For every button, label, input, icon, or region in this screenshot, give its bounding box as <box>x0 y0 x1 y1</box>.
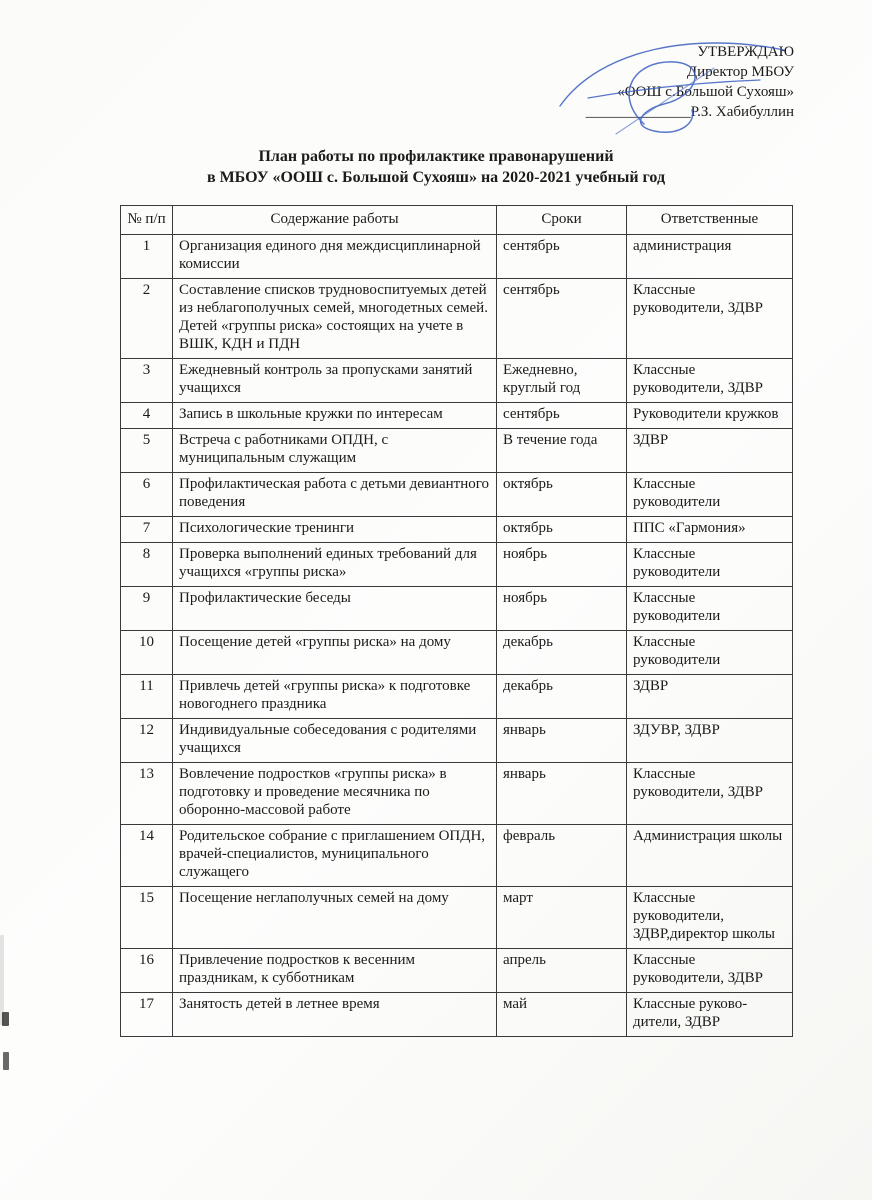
work-content: Занятость детей в летнее время <box>173 993 497 1037</box>
responsible: Руководители кружков <box>627 403 793 429</box>
responsible: Классные руководители <box>627 631 793 675</box>
work-content: Профилактическая работа с детьми девиантного поведения <box>173 473 497 517</box>
table-row <box>121 825 793 887</box>
page-title <box>0 146 872 188</box>
table-row <box>121 473 793 517</box>
term: октябрь <box>497 517 627 543</box>
scan-artifact <box>0 935 4 1025</box>
table-row <box>121 543 793 587</box>
work-content: Индивидуальные собеседования с родителями учащихся <box>173 719 497 763</box>
work-plan-table <box>120 205 793 1037</box>
title-line-1: План работы по профилактике правонарушений <box>258 148 614 165</box>
responsible: Классные руководители <box>627 587 793 631</box>
approval-line-school: «ООШ с.Большой Сухояш» <box>617 84 794 100</box>
table-row <box>121 429 793 473</box>
responsible: Классные руководители <box>627 543 793 587</box>
row-number: 16 <box>121 949 173 993</box>
table-row <box>121 949 793 993</box>
approval-line-name: ______________Р.З. Хабибуллин <box>585 104 794 120</box>
responsible: Классные руководители <box>627 473 793 517</box>
term: ноябрь <box>497 543 627 587</box>
work-content: Встреча с работниками ОПДН, с муниципальным служащим <box>173 429 497 473</box>
term: май <box>497 993 627 1037</box>
table-row <box>121 359 793 403</box>
term: ноябрь <box>497 587 627 631</box>
work-content: Организация единого дня междисциплинарной комиссии <box>173 235 497 279</box>
work-content: Привлечь детей «группы риска» к подготовке новогоднего праздника <box>173 675 497 719</box>
header-term: Сроки <box>497 206 627 235</box>
work-content: Составление списков трудновоспитуемых детей из неблагополучных семей, многодетных семей. Детей «группы риска» состоящих на учете в ВШК, КДН и ПДН <box>173 279 497 359</box>
table-row <box>121 763 793 825</box>
table-row <box>121 993 793 1037</box>
term: декабрь <box>497 631 627 675</box>
term: сентябрь <box>497 235 627 279</box>
table-row <box>121 403 793 429</box>
responsible: Классные руково-дители, ЗДВР <box>627 993 793 1037</box>
responsible: ЗДВР <box>627 429 793 473</box>
work-content: Родительское собрание с приглашением ОПДН, врачей-специалистов, муниципального служащего <box>173 825 497 887</box>
header-responsible: Ответственные <box>627 206 793 235</box>
row-number: 12 <box>121 719 173 763</box>
responsible: Классные руководители, ЗДВР <box>627 949 793 993</box>
term: март <box>497 887 627 949</box>
row-number: 8 <box>121 543 173 587</box>
table-row <box>121 235 793 279</box>
term: февраль <box>497 825 627 887</box>
work-content: Привлечение подростков к весенним праздникам, к субботникам <box>173 949 497 993</box>
term: январь <box>497 763 627 825</box>
responsible: Классные руководители, ЗДВР,директор школы <box>627 887 793 949</box>
scan-artifact <box>3 1052 9 1070</box>
work-content: Запись в школьные кружки по интересам <box>173 403 497 429</box>
term: январь <box>497 719 627 763</box>
responsible: Классные руководители, ЗДВР <box>627 359 793 403</box>
row-number: 14 <box>121 825 173 887</box>
approval-block <box>586 42 794 122</box>
work-content: Проверка выполнений единых требований для учащихся «группы риска» <box>173 543 497 587</box>
row-number: 7 <box>121 517 173 543</box>
row-number: 2 <box>121 279 173 359</box>
term: В течение года <box>497 429 627 473</box>
responsible: ППС «Гармония» <box>627 517 793 543</box>
term: апрель <box>497 949 627 993</box>
table-row <box>121 887 793 949</box>
row-number: 11 <box>121 675 173 719</box>
table-row <box>121 631 793 675</box>
term: сентябрь <box>497 403 627 429</box>
responsible: Администрация школы <box>627 825 793 887</box>
term: октябрь <box>497 473 627 517</box>
table-row <box>121 517 793 543</box>
table-header-row <box>121 206 793 235</box>
responsible: администрация <box>627 235 793 279</box>
row-number: 10 <box>121 631 173 675</box>
table-row <box>121 279 793 359</box>
work-content: Ежедневный контроль за пропусками занятий учащихся <box>173 359 497 403</box>
row-number: 4 <box>121 403 173 429</box>
term: Ежедневно, круглый год <box>497 359 627 403</box>
header-row-number: № п/п <box>121 206 173 235</box>
row-number: 5 <box>121 429 173 473</box>
term: декабрь <box>497 675 627 719</box>
work-content: Психологические тренинги <box>173 517 497 543</box>
responsible: ЗДВР <box>627 675 793 719</box>
row-number: 3 <box>121 359 173 403</box>
title-line-2: в МБОУ «ООШ с. Большой Сухояш» на 2020-2021 учебный год <box>206 169 666 186</box>
responsible: Классные руководители, ЗДВР <box>627 763 793 825</box>
row-number: 6 <box>121 473 173 517</box>
responsible: Классные руководители, ЗДВР <box>627 279 793 359</box>
table-row <box>121 719 793 763</box>
table-row <box>121 587 793 631</box>
header-work-content: Содержание работы <box>173 206 497 235</box>
table-body <box>121 235 793 1037</box>
row-number: 13 <box>121 763 173 825</box>
row-number: 17 <box>121 993 173 1037</box>
row-number: 15 <box>121 887 173 949</box>
approval-line-director: Директор МБОУ <box>686 64 794 80</box>
table-row <box>121 675 793 719</box>
approval-line-utverzhdayu: УТВЕРЖДАЮ <box>697 44 794 60</box>
work-content: Посещение детей «группы риска» на дому <box>173 631 497 675</box>
work-content: Вовлечение подростков «группы риска» в подготовку и проведение месячника по оборонно-массовой работе <box>173 763 497 825</box>
responsible: ЗДУВР, ЗДВР <box>627 719 793 763</box>
row-number: 1 <box>121 235 173 279</box>
work-content: Профилактические беседы <box>173 587 497 631</box>
row-number: 9 <box>121 587 173 631</box>
work-content: Посещение неглаполучных семей на дому <box>173 887 497 949</box>
term: сентябрь <box>497 279 627 359</box>
